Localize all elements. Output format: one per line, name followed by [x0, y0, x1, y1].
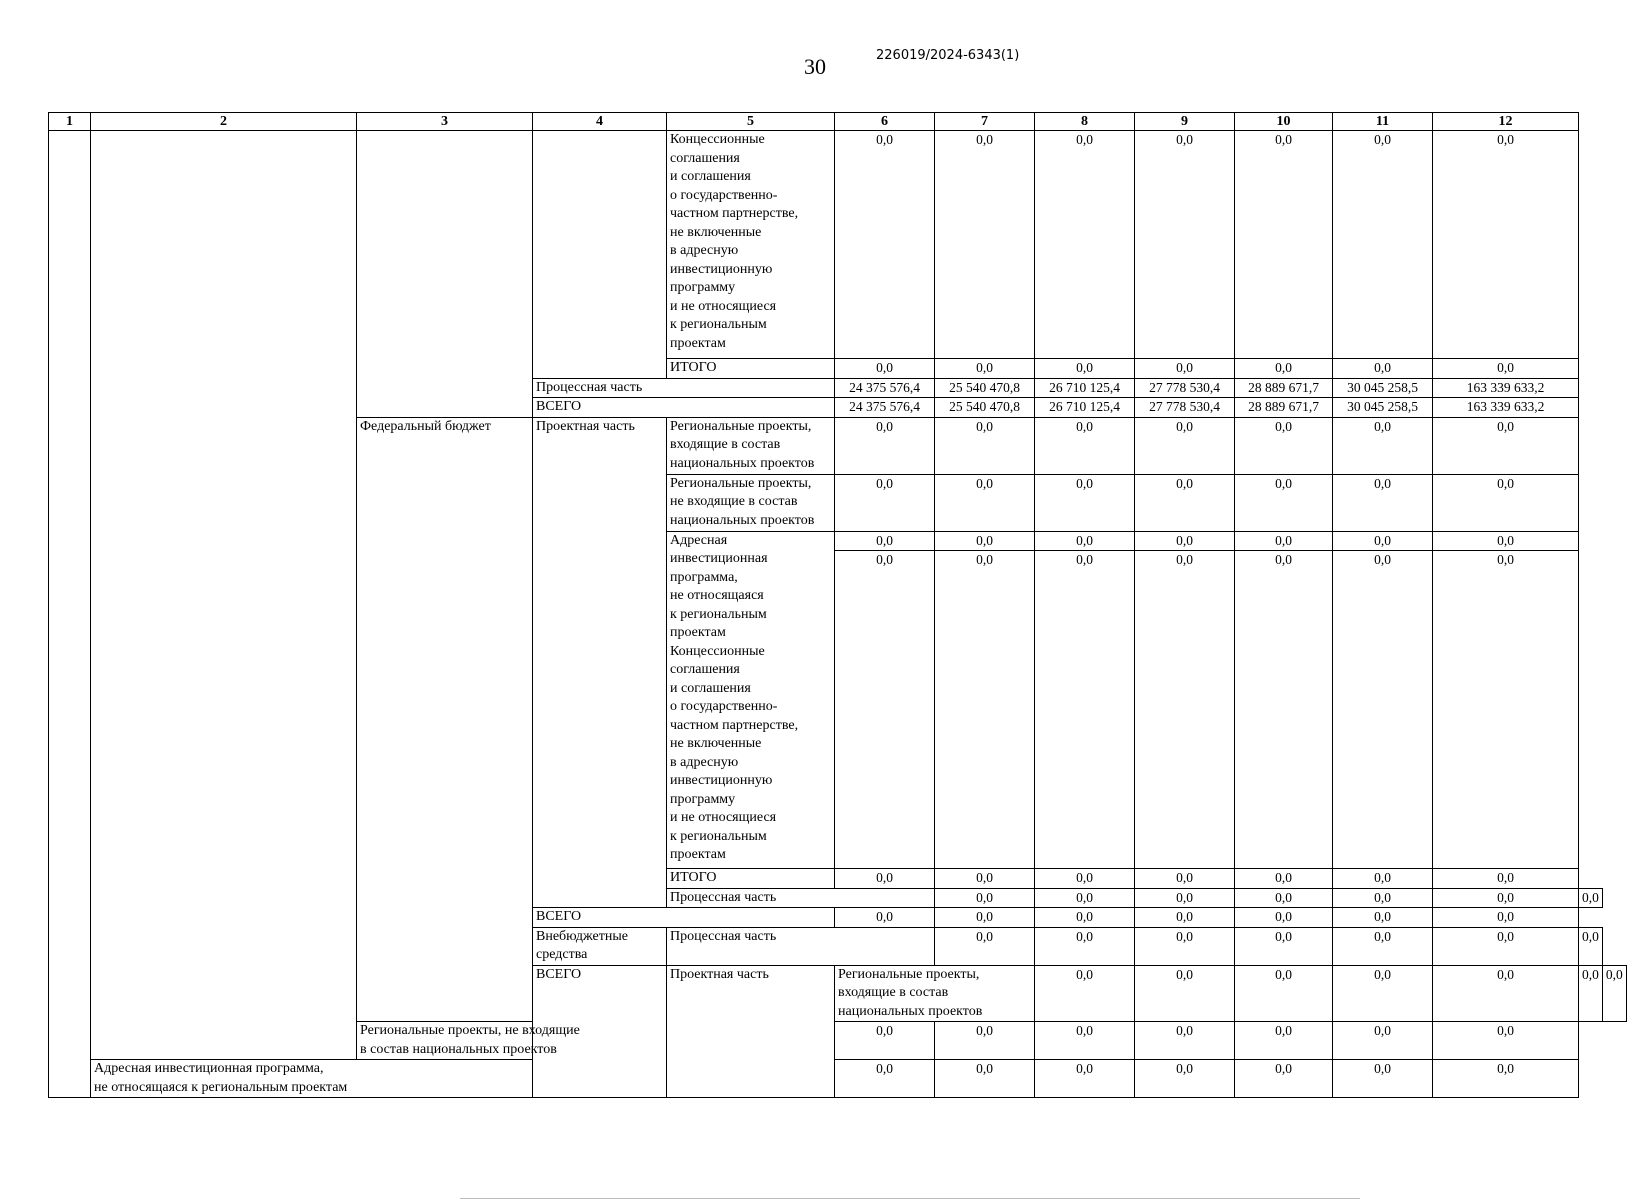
- value-cell: 0,0: [1433, 531, 1579, 551]
- value-cell: 0,0: [1235, 908, 1333, 928]
- value-cell: 0,0: [1035, 531, 1135, 551]
- row-label: ВСЕГО: [533, 908, 835, 928]
- value-cell: 0,0: [1235, 927, 1333, 965]
- value-cell: 0,0: [1035, 131, 1135, 359]
- project-part-label: Проектная часть: [533, 417, 667, 908]
- col-number: 8: [1035, 113, 1135, 131]
- grand-total-label: ВСЕГО: [533, 965, 667, 1098]
- row-label: Региональные проекты, входящие в состав национальных проектов: [667, 417, 835, 474]
- value-cell: 0,0: [835, 474, 935, 531]
- col3-cell: [357, 131, 533, 418]
- value-cell: 0,0: [835, 531, 935, 551]
- row-label: ИТОГО: [667, 869, 835, 889]
- value-cell: 0,0: [935, 531, 1035, 551]
- value-cell: 0,0: [1333, 927, 1433, 965]
- funding-source-extrabudget: Внебюджетные средства: [533, 927, 667, 965]
- value-cell: 0,0: [935, 888, 1035, 908]
- value-cell: 27 778 530,4: [1135, 378, 1235, 398]
- value-cell: 0,0: [1579, 888, 1603, 908]
- value-cell: 0,0: [1135, 965, 1235, 1022]
- value-cell: 0,0: [1333, 474, 1433, 531]
- value-cell: 0,0: [935, 551, 1035, 869]
- value-cell: 0,0: [1135, 531, 1235, 551]
- row-label: ИТОГО: [667, 359, 835, 379]
- value-cell: 0,0: [1035, 417, 1135, 474]
- value-cell: 0,0: [1333, 888, 1433, 908]
- value-cell: 0,0: [1235, 531, 1333, 551]
- value-cell: 0,0: [1235, 417, 1333, 474]
- value-cell: 0,0: [1433, 888, 1579, 908]
- value-cell: 163 339 633,2: [1433, 398, 1579, 418]
- col-number: 4: [533, 113, 667, 131]
- value-cell: 0,0: [1433, 131, 1579, 359]
- row-label: Региональные проекты, не входящие в состав национальных проектов: [667, 474, 835, 531]
- value-cell: 0,0: [1135, 474, 1235, 531]
- value-cell: 0,0: [1333, 1022, 1433, 1060]
- value-cell: 0,0: [935, 474, 1035, 531]
- value-cell: 0,0: [1235, 888, 1333, 908]
- value-cell: 0,0: [1333, 908, 1433, 928]
- value-cell: 0,0: [1135, 1022, 1235, 1060]
- value-cell: 0,0: [1333, 869, 1433, 889]
- row-label: Процессная часть: [667, 927, 935, 965]
- value-cell: 0,0: [1135, 888, 1235, 908]
- funding-source-federal: Федеральный бюджет: [357, 417, 533, 1022]
- value-cell: 28 889 671,7: [1235, 378, 1333, 398]
- value-cell: 0,0: [835, 1022, 935, 1060]
- value-cell: 0,0: [1035, 927, 1135, 965]
- value-cell: 0,0: [1433, 359, 1579, 379]
- value-cell: 25 540 470,8: [935, 378, 1035, 398]
- col-number: 5: [667, 113, 835, 131]
- col-number: 3: [357, 113, 533, 131]
- value-cell: 0,0: [1333, 359, 1433, 379]
- project-part-label: Проектная часть: [667, 965, 835, 1098]
- value-cell: 0,0: [1235, 551, 1333, 869]
- value-cell: 0,0: [1035, 1022, 1135, 1060]
- value-cell: 0,0: [1602, 965, 1626, 1022]
- value-cell: 0,0: [1333, 551, 1433, 869]
- value-cell: 30 045 258,5: [1333, 378, 1433, 398]
- value-cell: 0,0: [1135, 927, 1235, 965]
- value-cell: 0,0: [835, 359, 935, 379]
- value-cell: 0,0: [1035, 869, 1135, 889]
- row-label: Региональные проекты, входящие в состав национальных проектов: [835, 965, 1035, 1022]
- value-cell: 0,0: [1433, 551, 1579, 869]
- value-cell: 0,0: [1135, 131, 1235, 359]
- value-cell: 0,0: [1333, 131, 1433, 359]
- value-cell: 0,0: [1035, 551, 1135, 869]
- value-cell: 0,0: [1433, 869, 1579, 889]
- table-row: [49, 131, 1627, 359]
- value-cell: 0,0: [835, 869, 935, 889]
- value-cell: 0,0: [935, 927, 1035, 965]
- value-cell: 0,0: [1235, 965, 1333, 1022]
- col4-cell: [533, 131, 667, 379]
- value-cell: 0,0: [935, 359, 1035, 379]
- value-cell: 26 710 125,4: [1035, 398, 1135, 418]
- value-cell: 0,0: [1235, 131, 1333, 359]
- col-number: 11: [1333, 113, 1433, 131]
- value-cell: 0,0: [1135, 1060, 1235, 1098]
- value-cell: 0,0: [1433, 1022, 1579, 1060]
- value-cell: 0,0: [1235, 474, 1333, 531]
- value-cell: 0,0: [1135, 359, 1235, 379]
- value-cell: 25 540 470,8: [935, 398, 1035, 418]
- value-cell: 0,0: [835, 551, 935, 869]
- value-cell: 0,0: [1433, 474, 1579, 531]
- value-cell: 0,0: [935, 869, 1035, 889]
- value-cell: 0,0: [935, 1060, 1035, 1098]
- value-cell: 0,0: [1433, 417, 1579, 474]
- value-cell: 163 339 633,2: [1433, 378, 1579, 398]
- value-cell: 0,0: [1433, 965, 1579, 1022]
- value-cell: 0,0: [1035, 908, 1135, 928]
- value-cell: 0,0: [1035, 1060, 1135, 1098]
- value-cell: 0,0: [1035, 965, 1135, 1022]
- table-row: [49, 1060, 1627, 1098]
- row-label: Адресная инвестиционная программа, не относящаяся к региональным проектам: [91, 1060, 533, 1098]
- value-cell: 0,0: [1333, 417, 1433, 474]
- value-cell: 24 375 576,4: [835, 398, 935, 418]
- value-cell: 0,0: [1235, 869, 1333, 889]
- value-cell: 0,0: [835, 1060, 935, 1098]
- col-number: 10: [1235, 113, 1333, 131]
- value-cell: 27 778 530,4: [1135, 398, 1235, 418]
- col2-cell: [91, 131, 357, 1060]
- value-cell: 0,0: [935, 908, 1035, 928]
- col-number: 1: [49, 113, 91, 131]
- value-cell: 0,0: [1235, 1022, 1333, 1060]
- value-cell: 0,0: [1333, 531, 1433, 551]
- budget-table: [48, 112, 1627, 1098]
- value-cell: 0,0: [1035, 474, 1135, 531]
- col1-cell: [49, 131, 91, 1098]
- value-cell: 0,0: [835, 908, 935, 928]
- value-cell: 0,0: [1135, 417, 1235, 474]
- value-cell: 0,0: [935, 131, 1035, 359]
- row-label: Процессная часть: [667, 888, 935, 908]
- value-cell: 0,0: [1333, 965, 1433, 1022]
- scan-edge-line: [460, 1198, 1360, 1199]
- value-cell: 0,0: [1035, 359, 1135, 379]
- value-cell: 0,0: [1433, 927, 1579, 965]
- row-label: ВСЕГО: [533, 398, 835, 418]
- value-cell: 0,0: [1235, 359, 1333, 379]
- row-label: Процессная часть: [533, 378, 835, 398]
- value-cell: 0,0: [935, 417, 1035, 474]
- value-cell: 0,0: [1579, 927, 1603, 965]
- row-label: Адресная инвестиционная программа, не относящаяся к региональным проектам Концессионные соглашения и соглашения о государственно- частном партнерстве, не включенные в адресную инвестиционную программу и не относящиеся к региональным проектам: [667, 531, 835, 869]
- value-cell: 0,0: [835, 417, 935, 474]
- value-cell: 0,0: [1235, 1060, 1333, 1098]
- column-number-row: [49, 113, 1627, 131]
- value-cell: 0,0: [835, 131, 935, 359]
- value-cell: 0,0: [1135, 869, 1235, 889]
- value-cell: 0,0: [1433, 1060, 1579, 1098]
- value-cell: 0,0: [1333, 1060, 1433, 1098]
- value-cell: 0,0: [1035, 888, 1135, 908]
- row-label: Концессионные соглашения и соглашения о государственно- частном партнерстве, не включенные в адресную инвестиционную программу и не относящиеся к региональным проектам: [667, 131, 835, 359]
- col-number: 2: [91, 113, 357, 131]
- value-cell: 0,0: [1135, 908, 1235, 928]
- row-label: Региональные проекты, не входящие в состав национальных проектов: [357, 1022, 667, 1060]
- page-number: 30: [804, 54, 826, 79]
- value-cell: 0,0: [1433, 908, 1579, 928]
- col-number: 7: [935, 113, 1035, 131]
- value-cell: 0,0: [1579, 965, 1603, 1022]
- value-cell: 24 375 576,4: [835, 378, 935, 398]
- document-id: 226019/2024-6343(1): [876, 48, 1020, 63]
- value-cell: 26 710 125,4: [1035, 378, 1135, 398]
- value-cell: 0,0: [1135, 551, 1235, 869]
- col-number: 9: [1135, 113, 1235, 131]
- col-number: 6: [835, 113, 935, 131]
- value-cell: 28 889 671,7: [1235, 398, 1333, 418]
- value-cell: 30 045 258,5: [1333, 398, 1433, 418]
- value-cell: 0,0: [935, 1022, 1035, 1060]
- col-number: 12: [1433, 113, 1579, 131]
